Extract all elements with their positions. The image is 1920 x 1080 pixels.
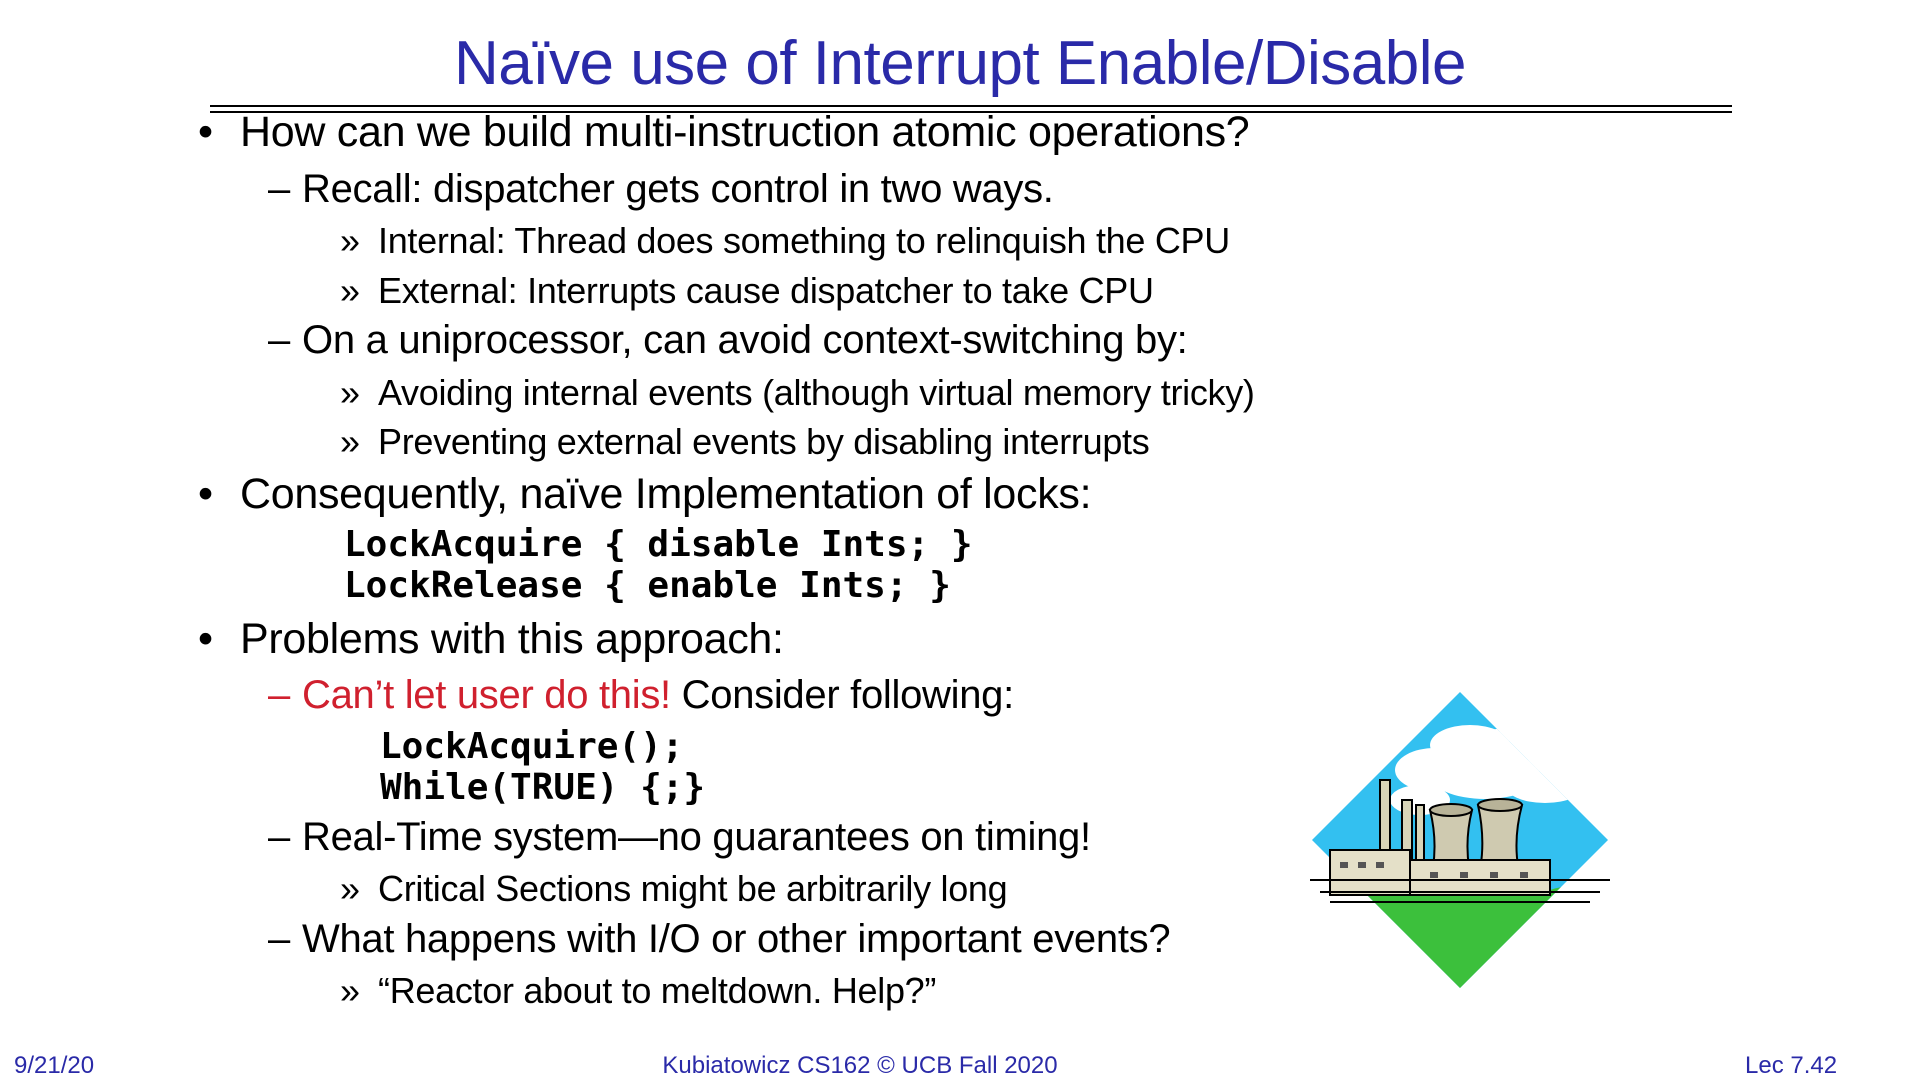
sub-marker: » <box>340 270 361 311</box>
sub-marker: » <box>340 220 361 261</box>
bullet-1-sub-2-a: Avoiding internal events (although virtual memory tricky) <box>378 372 1255 413</box>
bullet-marker: • <box>198 470 214 518</box>
footer-lecture-number: Lec 7.42 <box>1745 1052 1838 1079</box>
bullet-1-sub-1-a: Internal: Thread does something to relinquish the CPU <box>378 220 1230 261</box>
code-line: LockAcquire { disable Ints; } <box>344 524 973 565</box>
power-plant-icon <box>1310 690 1610 990</box>
bullet-3-sub-3-a: “Reactor about to meltdown. Help?” <box>378 970 937 1011</box>
sub-marker: » <box>340 421 361 462</box>
bullet-1-sub-2: On a uniprocessor, can avoid context-switching by: <box>302 318 1188 362</box>
bullet-3-sub-1 <box>302 673 1014 718</box>
bullet-3-sub-3: What happens with I/O or other important events? <box>302 917 1171 961</box>
dash-marker: – <box>268 673 291 717</box>
bullet-1-sub-1: Recall: dispatcher gets control in two ways. <box>302 167 1054 211</box>
bullet-marker: • <box>198 615 214 663</box>
sub-marker: » <box>340 970 361 1011</box>
bullet-3-sub-2-a: Critical Sections might be arbitrarily long <box>378 868 1008 909</box>
bullet-marker: • <box>198 108 214 156</box>
bullet-2: Consequently, naïve Implementation of locks: <box>240 470 1092 518</box>
bullet-1: How can we build multi-instruction atomic operations? <box>240 108 1250 156</box>
dash-marker: – <box>268 318 291 362</box>
warning-text: Can’t let user do this! <box>302 673 671 717</box>
code-line: LockRelease { enable Ints; } <box>344 565 951 606</box>
dash-marker: – <box>268 917 291 961</box>
bullet-3-sub-1-rest: Consider following: <box>670 673 1014 717</box>
sub-marker: » <box>340 372 361 413</box>
footer-course: Kubiatowicz CS162 © UCB Fall 2020 <box>662 1052 1058 1079</box>
bullet-1-sub-1-b: External: Interrupts cause dispatcher to take CPU <box>378 270 1154 311</box>
code-line: While(TRUE) {;} <box>380 767 706 808</box>
dash-marker: – <box>268 815 291 859</box>
bullet-1-sub-2-b: Preventing external events by disabling interrupts <box>378 421 1150 462</box>
footer-date: 9/21/20 <box>14 1052 95 1079</box>
bullet-3-sub-2: Real-Time system—no guarantees on timing! <box>302 815 1091 859</box>
title-rule-top <box>210 105 1732 107</box>
bullet-3: Problems with this approach: <box>240 615 784 663</box>
slide-title: Naïve use of Interrupt Enable/Disable <box>454 29 1466 98</box>
code-line: LockAcquire(); <box>380 726 684 767</box>
dash-marker: – <box>268 167 291 211</box>
sub-marker: » <box>340 868 361 909</box>
